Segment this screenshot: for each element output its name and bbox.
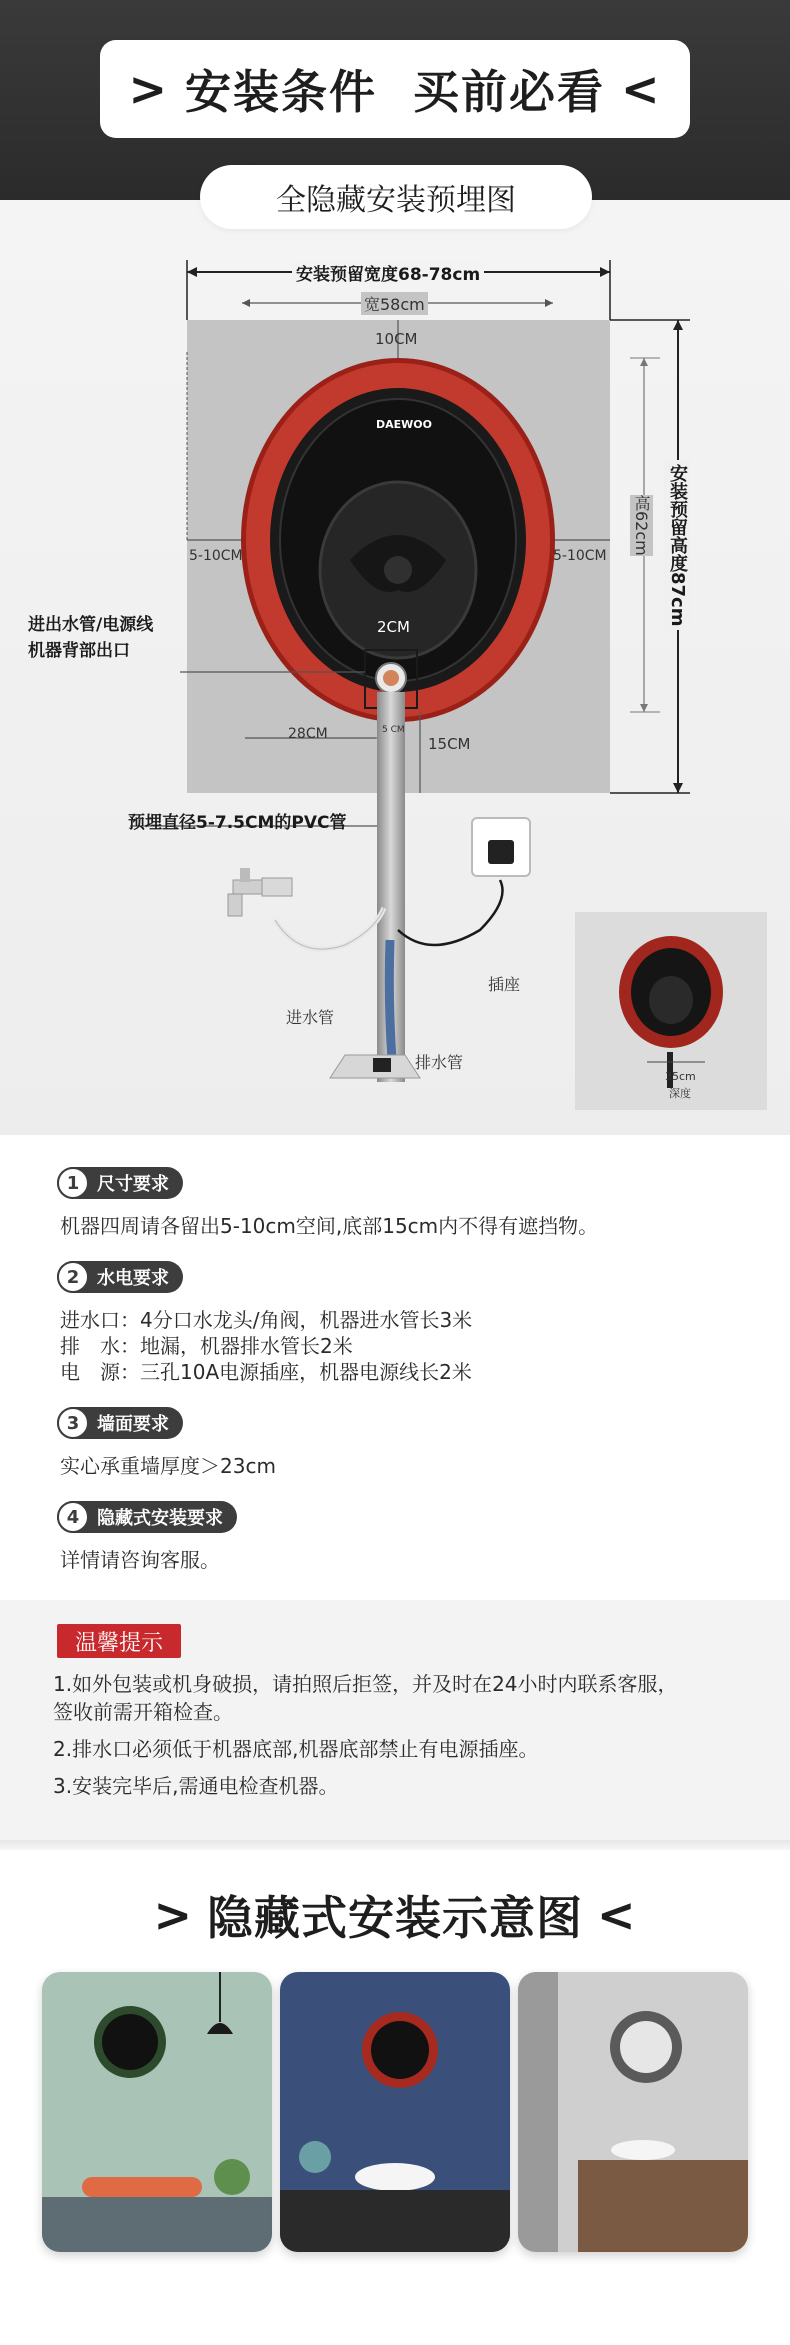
inlet-label: 进水管 [286,1008,335,1027]
drain-label: 排水管 [415,1053,464,1072]
depth-label: 深度 [669,1087,691,1100]
page-title [100,40,690,138]
top-gap-label: 10CM [375,330,418,348]
requirement-number: 1 [57,1167,89,1199]
requirement-header-4 [57,1501,237,1533]
depth-value: 35cm [665,1070,696,1083]
bottom-gap-label: 15CM [428,735,471,753]
install-height-label: 安装预留高度87cm [664,460,690,630]
scene-thumbnail-navy [280,1972,510,2252]
requirement-title: 尺寸要求 [97,1174,169,1195]
divider [0,1840,790,1850]
scene-thumbnail-gray [518,1972,748,2252]
pipe-width-label: 5 CM [382,725,405,735]
socket-label: 插座 [488,975,521,994]
brand-logo: DAEWOO [376,418,432,431]
chevron-left-icon: < [621,62,662,116]
requirement-text: 详情请咨询客服。 [60,1548,220,1572]
tip-line: 3.安装完毕后,需通电检查机器。 [53,1774,339,1798]
chevron-right-icon: > [128,62,169,116]
right-gap-label: 5-10CM [553,548,607,564]
requirement-text: 机器四周请各留出5-10cm空间,底部15cm内不得有遮挡物。 [60,1214,599,1238]
pvc-note: 预埋直径5-7.5CM的PVC管 [128,813,347,833]
depth-inset [575,912,767,1110]
machine-height-label: 高62cm [632,495,651,556]
requirement-header-3 [57,1407,183,1439]
requirement-number: 4 [57,1501,89,1533]
requirement-text: 排 水：地漏，机器排水管长2米 [60,1334,353,1358]
tip-line: 签收前需开箱检查。 [53,1700,233,1724]
left-gap-label: 5-10CM [189,548,243,564]
requirement-header-2 [57,1261,183,1293]
outlet-gap-label: 2CM [377,618,410,636]
gallery-title [0,1880,790,1950]
requirement-number: 2 [57,1261,89,1293]
requirement-text: 电 源：三孔10A电源插座，机器电源线长2米 [60,1360,472,1384]
requirement-title: 隐藏式安装要求 [97,1508,223,1529]
requirements-section [0,1137,790,1597]
tips-badge: 温馨提示 [57,1624,181,1658]
outlet-note-line2: 机器背部出口 [28,641,130,661]
section-subtitle: 全隐藏安装预埋图 [200,165,592,229]
requirement-title: 水电要求 [97,1268,169,1289]
requirement-number: 3 [57,1407,89,1439]
faucet [228,868,292,916]
install-width-label: 安装预留宽度68-78cm [292,260,484,285]
tips-section [0,1600,790,1840]
gallery-title-text: 隐藏式安装示意图 [207,1891,583,1945]
bottom-left-label: 28CM [288,726,328,742]
requirement-title: 墙面要求 [97,1414,169,1435]
scene-thumbnail-green [42,1972,272,2252]
page-title-text: 安装条件 买前必看 [184,65,606,119]
requirement-header-1 [57,1167,183,1199]
machine-width-label: 宽58cm [361,292,428,315]
requirement-text: 进水口：4分口水龙头/角阀，机器进水管长3米 [60,1308,473,1332]
chevron-right-icon: > [153,1888,193,1942]
requirement-text: 实心承重墙厚度＞23cm [60,1454,276,1478]
outlet-note-line1: 进出水管/电源线 [28,615,154,635]
tip-line: 1.如外包装或机身破损，请拍照后拒签，并及时在24小时内联系客服， [53,1672,678,1696]
chevron-left-icon: < [597,1888,637,1942]
tip-line: 2.排水口必须低于机器底部,机器底部禁止有电源插座。 [53,1737,539,1761]
